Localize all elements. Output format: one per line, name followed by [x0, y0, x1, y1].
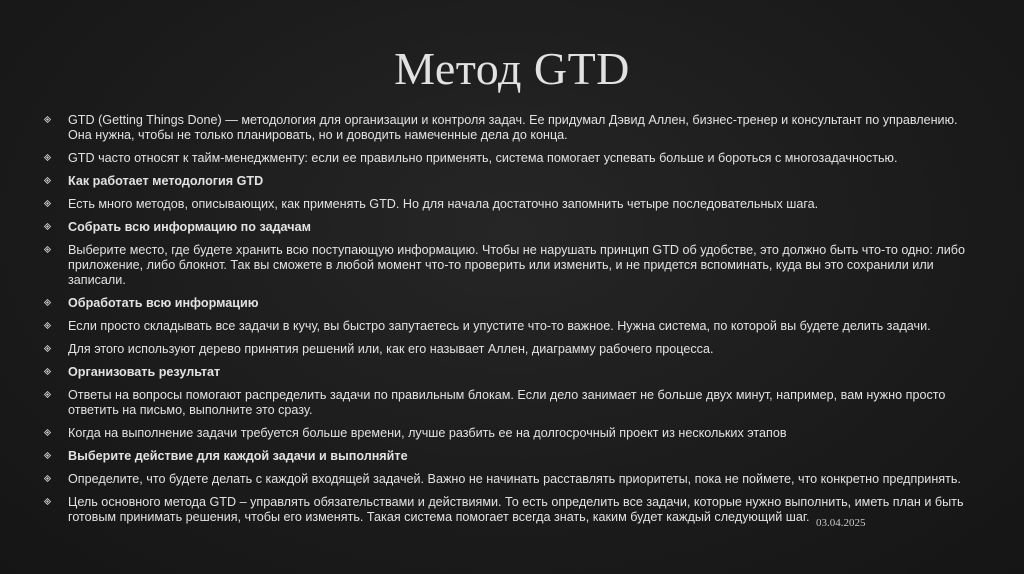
bullet-text: Собрать всю информацию по задачам — [68, 220, 311, 234]
bullet-item — [40, 243, 984, 288]
section-heading-item — [40, 296, 984, 311]
bullet-item — [40, 319, 984, 334]
diamond-bullet-icon — [44, 299, 51, 306]
bullet-text: Как работает методология GTD — [68, 174, 264, 188]
bullet-text: GTD (Getting Things Done) — методология для организации и контроля задач. Ее придумал Дэвид Аллен, бизнес-тренер и консультант по управлению. Она нужна, чтобы не только планировать, но и доводить намеченные дела до конца. — [68, 113, 958, 142]
bullet-text: Обработать всю информацию — [68, 296, 259, 310]
diamond-bullet-icon — [44, 322, 51, 329]
bullet-text: Цель основного метода GTD – управлять обязательствами и действиями. То есть определить все задачи, которые нужно выполнить, иметь план и быть готовым принимать решения, чтобы его изменять. Такая система помогает всегда знать, каким будет каждый следующий шаг. — [68, 495, 964, 524]
bullet-list — [40, 113, 984, 533]
slide-title: Метод GTD — [394, 43, 630, 94]
diamond-bullet-icon — [44, 246, 51, 253]
slide-date: 03.04.2025 — [816, 517, 866, 529]
diamond-bullet-icon — [44, 475, 51, 482]
diamond-bullet-icon — [44, 154, 51, 161]
section-heading-item — [40, 220, 984, 235]
bullet-text: Когда на выполнение задачи требуется больше времени, лучше разбить ее на долгосрочный проект из нескольких этапов — [68, 426, 787, 440]
bullet-text: Есть много методов, описывающих, как применять GTD. Но для начала достаточно запомнить четыре последовательных шага. — [68, 197, 819, 211]
diamond-bullet-icon — [44, 452, 51, 459]
bullet-text: Организовать результат — [68, 365, 221, 379]
diamond-bullet-icon — [44, 223, 51, 230]
bullet-text: Если просто складывать все задачи в кучу, вы быстро запутаетесь и упустите что-то важное. Нужна система, по которой вы будете делить задачи. — [68, 319, 931, 333]
bullet-item — [40, 342, 984, 357]
section-heading-item — [40, 449, 984, 464]
diamond-bullet-icon — [44, 429, 51, 436]
bullet-text: GTD часто относят к тайм-менеджменту: если ее правильно применять, система помогает успевать больше и бороться с многозадачностью. — [68, 151, 898, 165]
bullet-item — [40, 151, 984, 166]
diamond-bullet-icon — [44, 345, 51, 352]
bullet-text: Определите, что будете делать с каждой входящей задачей. Важно не начинать расставлять приоритеты, пока не поймете, что конкретно предпринять. — [68, 472, 961, 486]
bullet-item — [40, 197, 984, 212]
section-heading-item — [40, 365, 984, 380]
diamond-bullet-icon — [44, 177, 51, 184]
diamond-bullet-icon — [44, 391, 51, 398]
bullet-text: Для этого используют дерево принятия решений или, как его называет Аллен, диаграмму рабочего процесса. — [68, 342, 714, 356]
bullet-text: Ответы на вопросы помогают распределить задачи по правильным блокам. Если дело занимает не больше двух минут, например, вам нужно просто ответить на письмо, выполните это сразу. — [68, 388, 946, 417]
bullet-item — [40, 113, 984, 143]
bullet-item — [40, 472, 984, 487]
bullet-item — [40, 426, 984, 441]
diamond-bullet-icon — [44, 116, 51, 123]
diamond-bullet-icon — [44, 498, 51, 505]
diamond-bullet-icon — [44, 368, 51, 375]
section-heading-item — [40, 174, 984, 189]
bullet-text: Выберите место, где будете хранить всю поступающую информацию. Чтобы не нарушать принцип GTD об удобстве, это должно быть что-то одно: либо приложение, либо блокнот. Так вы сможете в любой момент что-то проверить или изменить, и не придется вспоминать, куда вы это сохранили или записали. — [68, 243, 965, 287]
diamond-bullet-icon — [44, 200, 51, 207]
bullet-text: Выберите действие для каждой задачи и выполняйте — [68, 449, 408, 463]
bullet-item — [40, 388, 984, 418]
